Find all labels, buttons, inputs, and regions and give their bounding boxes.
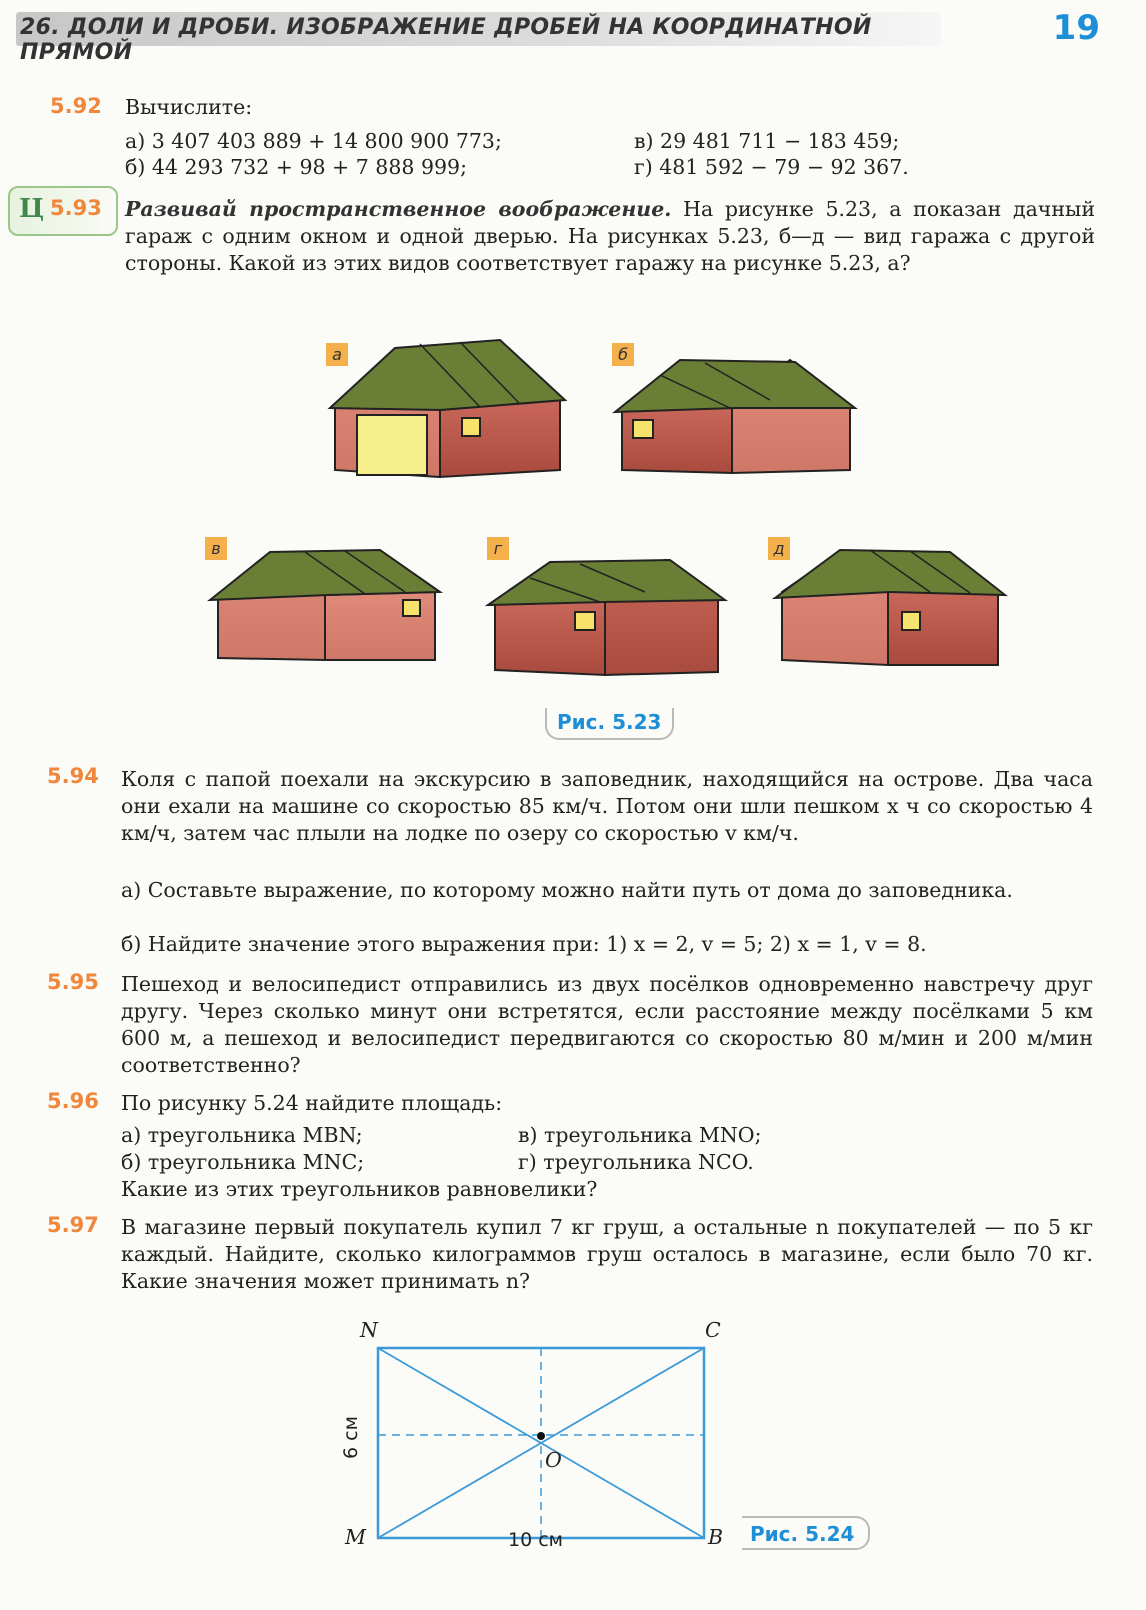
width-label: 10 см bbox=[508, 1529, 563, 1551]
task-text bbox=[125, 196, 1095, 277]
figure-label-d: д bbox=[768, 537, 790, 560]
task-question: Какие из этих треугольников равновелики? bbox=[121, 1177, 598, 1201]
task-item-v: в) треугольника MNO; bbox=[518, 1123, 762, 1147]
point-o bbox=[537, 1432, 545, 1440]
point-label-o: O bbox=[545, 1448, 562, 1472]
task-intro: Вычислите: bbox=[125, 95, 253, 119]
task-item-b: б) 44 293 732 + 98 + 7 888 999; bbox=[125, 155, 467, 179]
figure-caption: Рис. 5.23 bbox=[557, 710, 662, 734]
task-item-v: в) 29 481 711 − 183 459; bbox=[634, 129, 900, 153]
figure-label-g: г bbox=[487, 537, 509, 560]
page-header bbox=[16, 12, 941, 65]
garage-d bbox=[775, 550, 1005, 665]
page-number: 19 bbox=[1052, 8, 1100, 48]
garage-b bbox=[615, 360, 855, 473]
task-number: 5.92 bbox=[50, 94, 102, 118]
height-label: 6 см bbox=[339, 1416, 362, 1459]
garage-a bbox=[330, 340, 565, 477]
badge-letter: Ц bbox=[19, 194, 45, 224]
task-body: На рисунке 5.23, а показан дачный гараж с одним окном и одной дверью. На рисунках 5.23, б—д — вид гаража с другой стороны. Какой из этих видов соответствует гаражу на рисунке 5.23, а? bbox=[125, 197, 1095, 275]
figure-garages bbox=[0, 330, 1146, 750]
task-number: 5.97 bbox=[47, 1213, 99, 1237]
garage-g bbox=[488, 560, 725, 675]
garage-v bbox=[210, 550, 440, 660]
task-item-a: а) треугольника MBN; bbox=[121, 1123, 363, 1147]
task-item-a: а) 3 407 403 889 + 14 800 900 773; bbox=[125, 129, 502, 153]
task-text: В магазине первый покупатель купил 7 кг груш, а остальные n покупателей — по 5 кг каждый. Найдите, сколько килограммов груш осталось в магазине, если было 70 кг. Какие значения может принимать n? bbox=[121, 1215, 1093, 1293]
task-number: 5.95 bbox=[47, 970, 99, 994]
chapter-title: 26. ДОЛИ И ДРОБИ. ИЗОБРАЖЕНИЕ ДРОБЕЙ НА КООРДИНАТНОЙ ПРЯМОЙ bbox=[20, 15, 872, 65]
figure-label-a: а bbox=[326, 343, 348, 366]
point-label-n: N bbox=[360, 1318, 378, 1342]
task-item-b: б) треугольника MNC; bbox=[121, 1150, 365, 1174]
task-italic-lead: Развивай пространственное воображение. bbox=[125, 197, 672, 221]
figure-label-b: б bbox=[612, 343, 634, 366]
task-text: Пешеход и велосипедист отправились из двух посёлков одновременно навстречу друг другу. Через сколько минут они встретятся, если расстояние между посёлками 5 км 600 м, а пешеход и велосипедист передвигаются со скоростью 80 м/мин и 200 м/мин соответственно? bbox=[121, 972, 1093, 1077]
task-item-g: г) 481 592 − 79 − 92 367. bbox=[634, 155, 909, 179]
figure-caption: Рис. 5.24 bbox=[750, 1522, 855, 1546]
point-label-b: B bbox=[708, 1525, 724, 1549]
point-label-c: C bbox=[705, 1318, 721, 1342]
task-item-a: а) Составьте выражение, по которому можно найти путь от дома до заповедника. bbox=[121, 878, 1013, 902]
figure-rectangle bbox=[0, 1300, 1146, 1600]
figure-label-v: в bbox=[205, 537, 227, 560]
task-text: Коля с папой поехали на экскурсию в заповедник, находящийся на острове. Два часа они ехали на машине со скоростью 85 км/ч. Потом они шли пешком x ч со скоростью 4 км/ч, затем час плыли на лодке по озеру со скоростью v км/ч. bbox=[121, 767, 1093, 845]
task-number: 5.94 bbox=[47, 764, 99, 788]
task-intro: По рисунку 5.24 найдите площадь: bbox=[121, 1091, 503, 1115]
point-label-m: M bbox=[345, 1525, 366, 1549]
task-number: 5.96 bbox=[47, 1089, 99, 1113]
task-number: 5.93 bbox=[50, 196, 102, 220]
task-item-b: б) Найдите значение этого выражения при: 1) x = 2, v = 5; 2) x = 1, v = 8. bbox=[121, 932, 927, 956]
task-item-g: г) треугольника NCO. bbox=[518, 1150, 754, 1174]
